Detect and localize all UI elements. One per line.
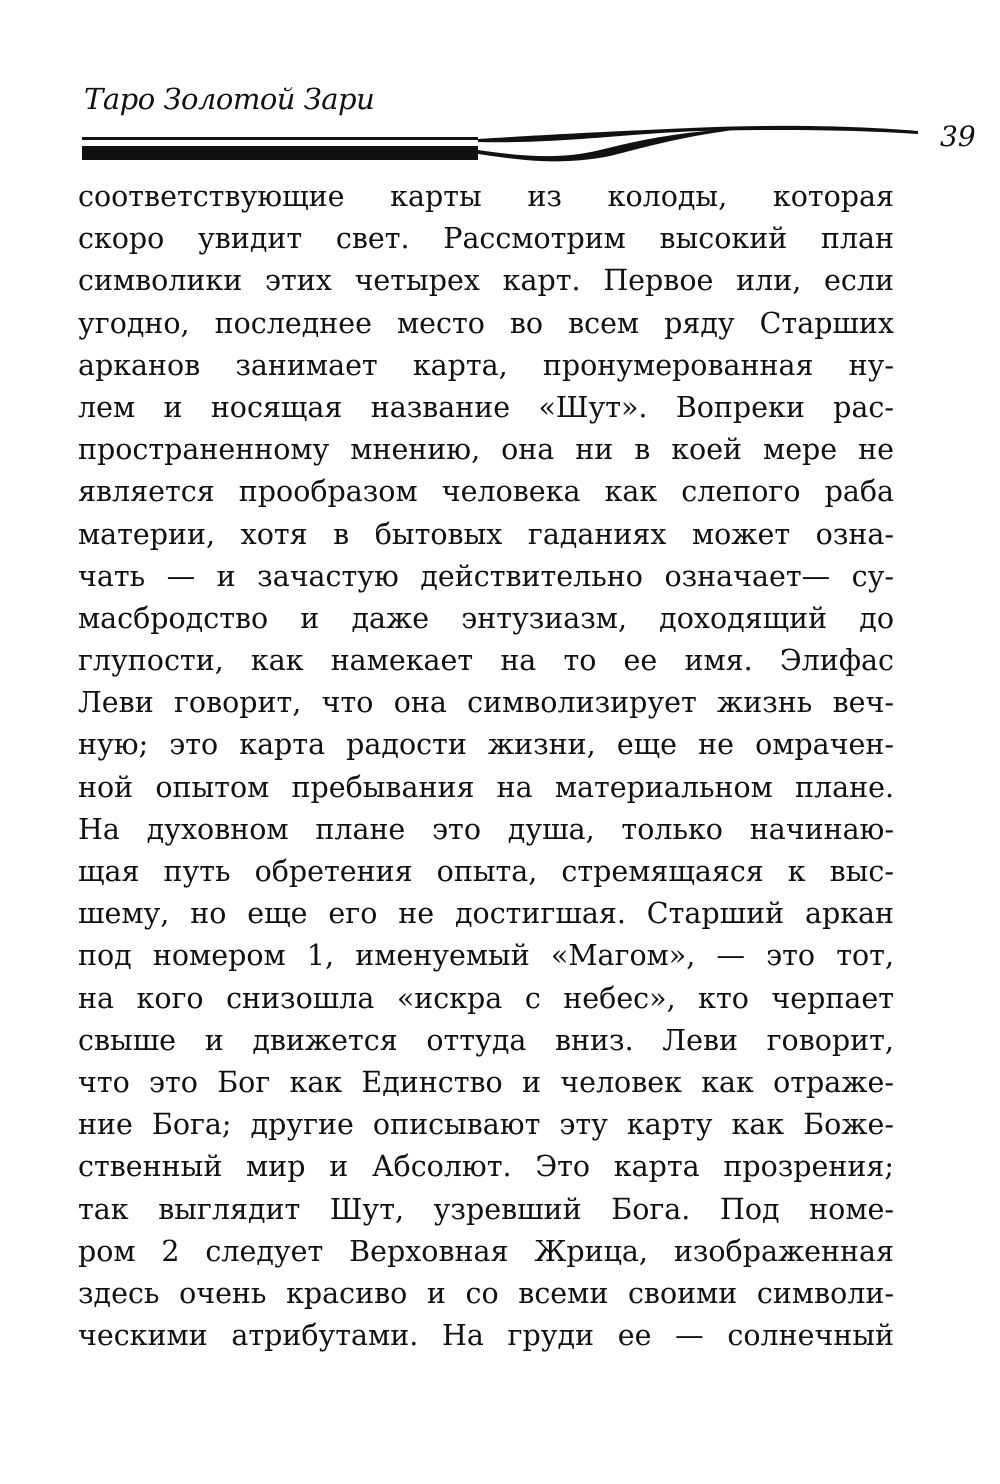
text-line: ческими атрибутами. На груди ее — солнечный bbox=[78, 1319, 894, 1353]
header-ornament-rule bbox=[0, 0, 1000, 180]
text-line: является прообразом человека как слепого раба bbox=[78, 475, 894, 509]
text-line: На духовном плане это душа, только начинаю- bbox=[78, 812, 894, 846]
text-line: чать — и зачастую действительно означает— су- bbox=[78, 559, 894, 593]
text-line: символики этих четырех карт. Первое или, если bbox=[78, 264, 894, 298]
page-number: 39 bbox=[940, 120, 976, 153]
body-text bbox=[78, 176, 894, 1357]
text-line: скоро увидит свет. Рассмотрим высокий план bbox=[78, 222, 894, 256]
text-line: ной опытом пребывания на материальном плане. bbox=[78, 770, 894, 804]
text-line: ную; это карта радости жизни, еще не омрачен- bbox=[78, 728, 894, 762]
text-line: ром 2 следует Верховная Жрица, изображенная bbox=[78, 1234, 894, 1268]
text-line: ние Бога; другие описывают эту карту как Боже- bbox=[78, 1108, 894, 1142]
text-line: на кого снизошла «искра с небес», кто черпает bbox=[78, 981, 894, 1015]
text-line: шему, но еще его не достигшая. Старший аркан bbox=[78, 897, 894, 931]
text-line: угодно, последнее место во всем ряду Старших bbox=[78, 306, 894, 340]
thin-rule bbox=[82, 137, 478, 140]
text-line: лем и носящая название «Шут». Вопреки рас- bbox=[78, 390, 894, 424]
text-line: материи, хотя в бытовых гаданиях может озна- bbox=[78, 517, 894, 551]
text-line: так выглядит Шут, узревший Бога. Под номе- bbox=[78, 1192, 894, 1226]
text-line: здесь очень красиво и со всеми своими символи- bbox=[78, 1276, 894, 1310]
text-line: глупости, как намекает на то ее имя. Элифас bbox=[78, 644, 894, 678]
text-line: что это Бог как Единство и человек как отраже- bbox=[78, 1065, 894, 1099]
thick-bar bbox=[82, 146, 478, 160]
text-line: пространенному мнению, она ни в коей мере не bbox=[78, 433, 894, 467]
text-line: свыше и движется оттуда вниз. Леви говорит, bbox=[78, 1023, 894, 1057]
text-line: арканов занимает карта, пронумерованная ну- bbox=[78, 348, 894, 382]
text-line: Леви говорит, что она символизирует жизнь веч- bbox=[78, 686, 894, 720]
text-line: масбродство и даже энтузиазм, доходящий до bbox=[78, 601, 894, 635]
running-title: Таро Золотой Зари bbox=[84, 82, 375, 116]
text-line: соответствующие карты из колоды, которая bbox=[78, 180, 894, 213]
text-line: под номером 1, именуемый «Магом», — это тот, bbox=[78, 939, 894, 973]
text-line: ственный мир и Абсолют. Это карта прозрения; bbox=[78, 1150, 894, 1184]
text-line: щая путь обретения опыта, стремящаяся к выс- bbox=[78, 855, 894, 888]
